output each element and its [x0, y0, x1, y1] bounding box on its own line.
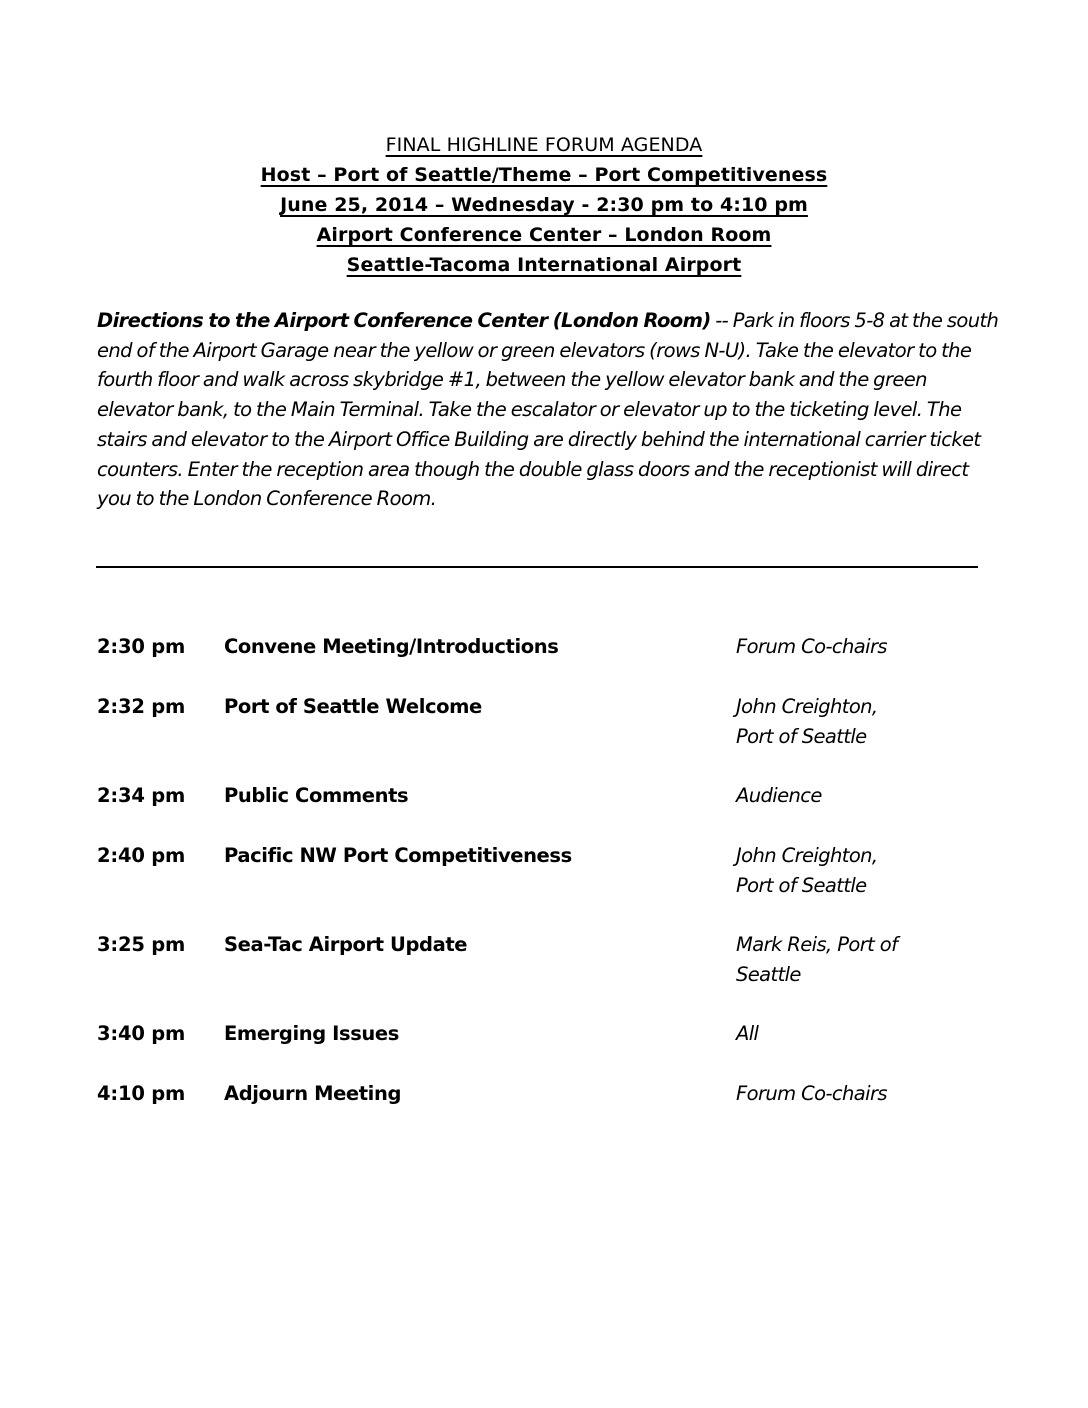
location-line: [0, 250, 1088, 280]
section-divider: [96, 566, 978, 568]
agenda-time: 2:40 pm: [97, 844, 186, 867]
presenter-line: Port of Seattle: [736, 874, 867, 897]
agenda-item: Public Comments: [224, 784, 409, 807]
presenter-line: John Creighton,: [736, 844, 878, 867]
directions-lead: Directions to the Airport Conference Center (London Room): [97, 309, 711, 332]
host-theme: Host – Port of Seattle/Theme – Port Competitiveness: [260, 164, 828, 186]
presenter-line: Port of Seattle: [736, 725, 867, 748]
agenda-item: Sea-Tac Airport Update: [224, 933, 468, 956]
agenda-title: FINAL HIGHLINE FORUM AGENDA: [385, 134, 703, 156]
agenda-item: Port of Seattle Welcome: [224, 695, 482, 718]
agenda-time: 2:32 pm: [97, 695, 186, 718]
presenter-line: All: [736, 1022, 759, 1045]
agenda-presenter: [736, 632, 936, 662]
agenda-time: 4:10 pm: [97, 1082, 186, 1105]
agenda-time: 3:40 pm: [97, 1022, 186, 1045]
agenda-presenter: [736, 1019, 936, 1049]
agenda-time: 2:34 pm: [97, 784, 186, 807]
presenter-line: Audience: [736, 784, 822, 807]
agenda-item: Pacific NW Port Competitiveness: [224, 844, 572, 867]
host-theme-line: [0, 160, 1088, 190]
agenda-presenter: [736, 841, 936, 901]
agenda-title-line: [0, 130, 1088, 160]
agenda-presenter: [736, 1079, 936, 1109]
date-time-line: [0, 190, 1088, 220]
agenda-presenter: [736, 781, 936, 811]
agenda-item: Adjourn Meeting: [224, 1082, 402, 1105]
meeting-location: Seattle-Tacoma International Airport: [346, 254, 742, 276]
agenda-presenter: [736, 930, 936, 990]
presenter-line: John Creighton,: [736, 695, 878, 718]
meeting-date-time: June 25, 2014 – Wednesday - 2:30 pm to 4:10 pm: [280, 194, 808, 216]
agenda-item: Convene Meeting/Introductions: [224, 635, 559, 658]
presenter-line: Seattle: [736, 963, 801, 986]
presenter-line: Mark Reis, Port of: [736, 933, 898, 956]
presenter-line: Forum Co-chairs: [736, 635, 887, 658]
agenda-time: 2:30 pm: [97, 635, 186, 658]
venue-line: [0, 220, 1088, 250]
agenda-presenter: [736, 692, 936, 752]
presenter-line: Forum Co-chairs: [736, 1082, 887, 1105]
agenda-header: [0, 130, 1088, 280]
directions-body: -- Park in floors 5-8 at the south end of the Airport Garage near the yellow or green elevators (rows N-U). Take the elevator to the fourth floor and walk across skybridge #1, between the yellow elevator bank and the green elevator bank, to the Main Terminal. Take the escalator or elevator up to the ticketing level. The stairs and elevator to the Airport Office Building are directly behind the international carrier ticket counters. Enter the reception area though the double glass doors and the receptionist will direct you to the London Conference Room.: [97, 309, 999, 511]
agenda-time: 3:25 pm: [97, 933, 186, 956]
directions-paragraph: [97, 306, 1002, 514]
agenda-item: Emerging Issues: [224, 1022, 399, 1045]
meeting-venue: Airport Conference Center – London Room: [316, 224, 772, 246]
